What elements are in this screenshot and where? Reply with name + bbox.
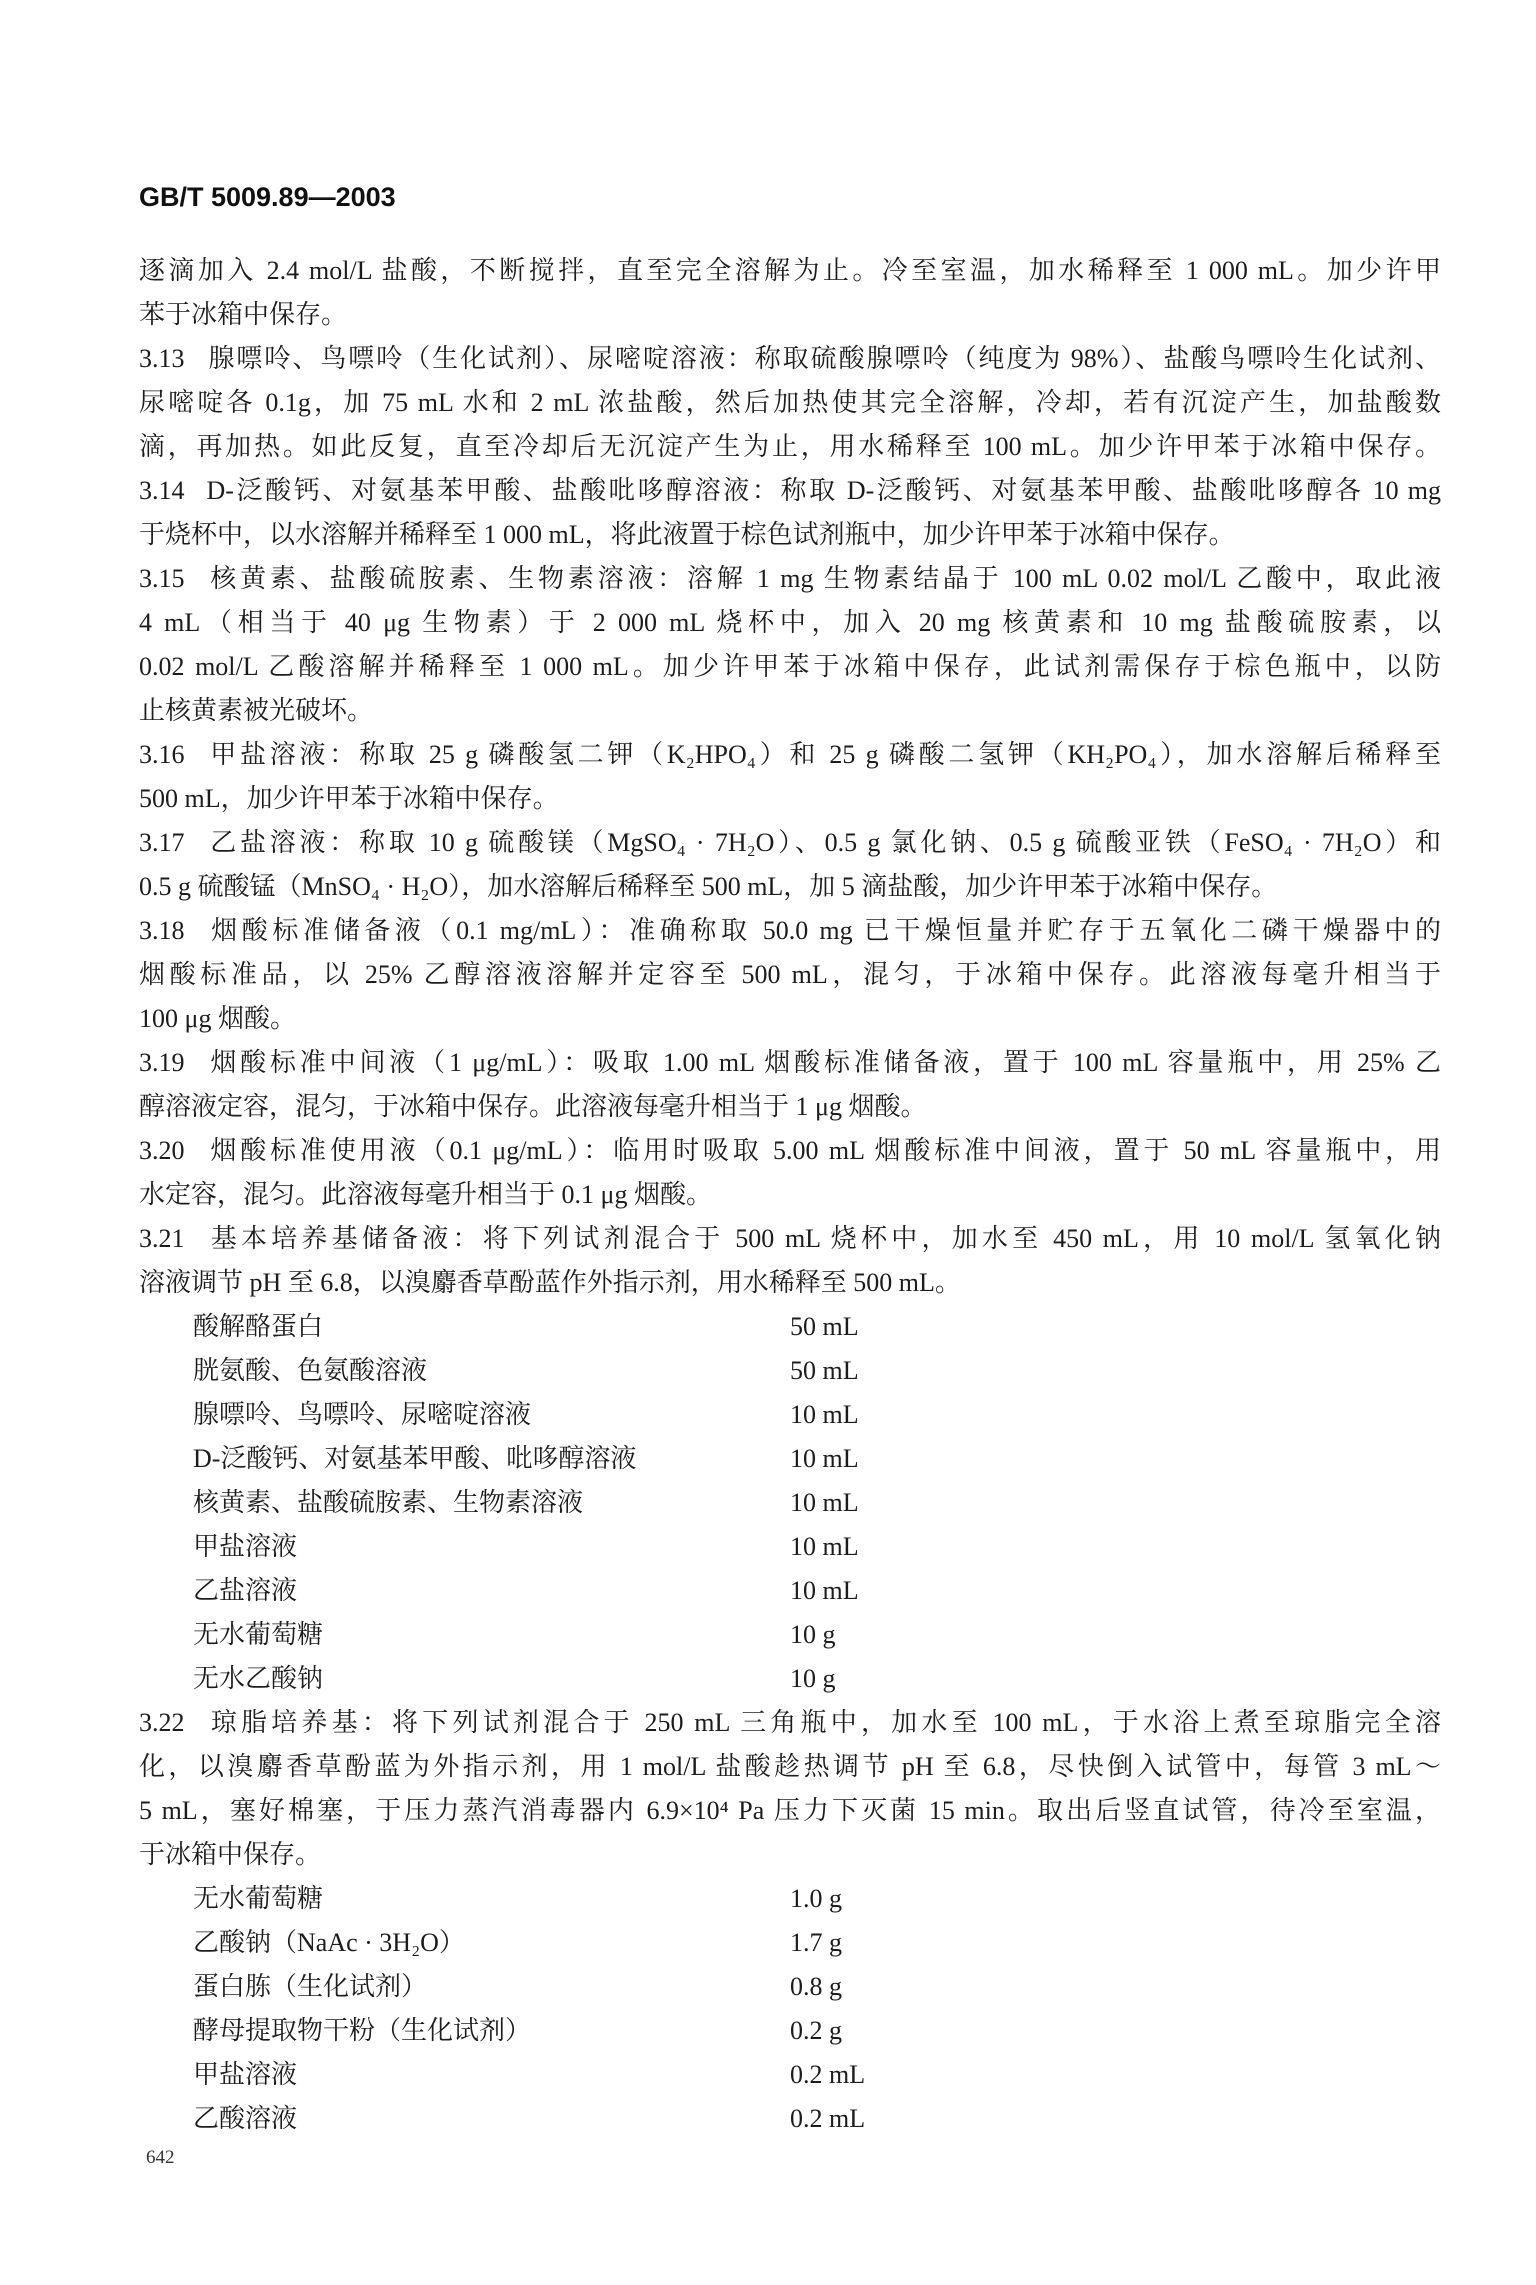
text-line: 0.5 g 硫酸锰（MnSO₄ · H₂O），加水溶解后稀释至 500 mL，加 5 滴盐酸，加少许甲苯于冰箱中保存。 — [139, 872, 1278, 901]
reagent-amount: 0.2 mL — [790, 2104, 866, 2133]
document-body — [139, 249, 1441, 2141]
reagent-name: 甲盐溶液 — [193, 1532, 298, 1561]
clause-number: 3.21 — [139, 1224, 185, 1253]
reagent-name: 酸解酪蛋白 — [193, 1312, 324, 1341]
text-line: 溶液调节 pH 至 6.8，以溴麝香草酚蓝作外指示剂，用水稀释至 500 mL。 — [139, 1268, 961, 1297]
reagent-amount: 0.8 g — [790, 1972, 842, 2001]
clause-text: 烟酸标准中间液（1 μg/mL）：吸取 1.00 mL 烟酸标准储备液，置于 100 mL 容量瓶中，用 25% 乙 — [206, 1048, 1441, 1077]
lead-paragraph — [139, 249, 1441, 337]
reagent-row — [139, 1613, 1441, 1657]
clause-text: 烟酸标准使用液（0.1 μg/mL）：临用时吸取 5.00 mL 烟酸标准中间液，置于 50 mL 容量瓶中，用 — [206, 1136, 1441, 1165]
reagent-name: 酵母提取物干粉（生化试剂） — [193, 2016, 532, 2045]
reagent-row — [139, 2053, 1441, 2097]
clause-3-15 — [139, 557, 1441, 733]
reagent-name: 无水乙酸钠 — [193, 1664, 324, 1693]
reagent-list — [139, 1877, 1441, 2141]
clause-number: 3.17 — [139, 828, 185, 857]
clause-heading-line — [139, 469, 1441, 513]
text-line: 化，以溴麝香草酚蓝为外指示剂，用 1 mol/L 盐酸趁热调节 pH 至 6.8，尽快倒入试管中，每管 3 mL～ — [139, 1752, 1441, 1781]
text-line: 止核黄素被光破坏。 — [139, 696, 374, 725]
clause-heading-line — [139, 821, 1441, 865]
reagent-row — [139, 1481, 1441, 1525]
reagent-amount: 10 mL — [790, 1532, 859, 1561]
clause-heading-line — [139, 337, 1441, 381]
clause-text: 基本培养基储备液：将下列试剂混合于 500 mL 烧杯中，加水至 450 mL，用 10 mol/L 氢氧化钠 — [206, 1224, 1441, 1253]
clause-3-19 — [139, 1041, 1441, 1129]
text-line: 烟酸标准品，以 25% 乙醇溶液溶解并定容至 500 mL，混匀，于冰箱中保存。此溶液每毫升相当于 — [139, 960, 1441, 989]
reagent-amount: 1.7 g — [790, 1928, 842, 1957]
reagent-name: 甲盐溶液 — [193, 2060, 298, 2089]
clause-text: D-泛酸钙、对氨基苯甲酸、盐酸吡哆醇溶液：称取 D-泛酸钙、对氨基苯甲酸、盐酸吡哆醇各 10 mg — [206, 476, 1441, 505]
clause-number: 3.19 — [139, 1048, 185, 1077]
reagent-row — [139, 1393, 1441, 1437]
reagent-amount: 10 mL — [790, 1444, 859, 1473]
reagent-row — [139, 1305, 1441, 1349]
clause-text: 核黄素、盐酸硫胺素、生物素溶液：溶解 1 mg 生物素结晶于 100 mL 0.02 mol/L 乙酸中，取此液 — [206, 564, 1441, 593]
clause-heading-line — [139, 1129, 1441, 1173]
clause-text: 琼脂培养基：将下列试剂混合于 250 mL 三角瓶中，加水至 100 mL，于水浴上煮至琼脂完全溶 — [206, 1708, 1441, 1737]
reagent-row — [139, 1921, 1441, 1965]
reagent-name: 胱氨酸、色氨酸溶液 — [193, 1356, 428, 1385]
text-line: 滴，再加热。如此反复，直至冷却后无沉淀产生为止，用水稀释至 100 mL。加少许甲苯于冰箱中保存。 — [139, 432, 1441, 461]
clause-number: 3.20 — [139, 1136, 185, 1165]
clause-3-13 — [139, 337, 1441, 469]
reagent-row — [139, 2009, 1441, 2053]
reagent-amount: 50 mL — [790, 1312, 859, 1341]
text-line: 5 mL，塞好棉塞，于压力蒸汽消毒器内 6.9×10⁴ Pa 压力下灭菌 15 min。取出后竖直试管，待冷至室温， — [139, 1796, 1441, 1825]
clause-heading-line — [139, 1701, 1441, 1745]
reagent-amount: 1.0 g — [790, 1884, 842, 1913]
clause-heading-line — [139, 1217, 1441, 1261]
clause-heading-line — [139, 557, 1441, 601]
clause-number: 3.15 — [139, 564, 185, 593]
text-line: 逐滴加入 2.4 mol/L 盐酸，不断搅拌，直至完全溶解为止。冷至室温，加水稀释至 1 000 mL。加少许甲 — [139, 256, 1441, 285]
reagent-name: 乙盐溶液 — [193, 1576, 298, 1605]
reagent-amount: 0.2 mL — [790, 2060, 866, 2089]
reagent-name: 腺嘌呤、鸟嘌呤、尿嘧啶溶液 — [193, 1400, 532, 1429]
clause-heading-line — [139, 1041, 1441, 1085]
reagent-name: 无水葡萄糖 — [193, 1620, 324, 1649]
reagent-amount: 10 mL — [790, 1576, 859, 1605]
clause-heading-line — [139, 909, 1441, 953]
reagent-row — [139, 1437, 1441, 1481]
reagent-amount: 10 g — [790, 1620, 836, 1649]
text-line: 500 mL，加少许甲苯于冰箱中保存。 — [139, 784, 559, 813]
reagent-list — [139, 1305, 1441, 1701]
text-line: 0.02 mol/L 乙酸溶解并稀释至 1 000 mL。加少许甲苯于冰箱中保存，此试剂需保存于棕色瓶中，以防 — [139, 652, 1441, 681]
text-line: 于烧杯中，以水溶解并稀释至 1 000 mL，将此液置于棕色试剂瓶中，加少许甲苯于冰箱中保存。 — [139, 520, 1235, 549]
clause-number: 3.16 — [139, 740, 185, 769]
standard-code: GB/T 5009.89—2003 — [139, 182, 396, 212]
text-line: 水定容，混匀。此溶液每毫升相当于 0.1 μg 烟酸。 — [139, 1180, 712, 1209]
reagent-name: D-泛酸钙、对氨基苯甲酸、吡哆醇溶液 — [193, 1444, 637, 1473]
clause-3-20 — [139, 1129, 1441, 1217]
page-number: 642 — [146, 2147, 175, 2168]
clause-heading-line — [139, 733, 1441, 777]
text-line: 4 mL（相当于 40 μg 生物素）于 2 000 mL 烧杯中，加入 20 mg 核黄素和 10 mg 盐酸硫胺素，以 — [139, 608, 1441, 637]
reagent-row — [139, 1965, 1441, 2009]
clause-number: 3.14 — [139, 476, 185, 505]
clause-text: 甲盐溶液：称取 25 g 磷酸氢二钾（K₂HPO₄）和 25 g 磷酸二氢钾（KH₂PO₄），加水溶解后稀释至 — [206, 740, 1441, 769]
clause-number: 3.13 — [139, 344, 185, 373]
text-line: 醇溶液定容，混匀，于冰箱中保存。此溶液每毫升相当于 1 μg 烟酸。 — [139, 1092, 927, 1121]
clause-number: 3.18 — [139, 916, 185, 945]
text-line: 苯于冰箱中保存。 — [139, 300, 348, 329]
clause-3-22 — [139, 1701, 1441, 2141]
reagent-row — [139, 1349, 1441, 1393]
clause-3-21 — [139, 1217, 1441, 1701]
reagent-row — [139, 1569, 1441, 1613]
reagent-amount: 10 mL — [790, 1400, 859, 1429]
reagent-row — [139, 1657, 1441, 1701]
reagent-row — [139, 1877, 1441, 1921]
reagent-name: 核黄素、盐酸硫胺素、生物素溶液 — [193, 1488, 584, 1517]
text-line: 尿嘧啶各 0.1g，加 75 mL 水和 2 mL 浓盐酸，然后加热使其完全溶解，冷却，若有沉淀产生，加盐酸数 — [139, 388, 1441, 417]
reagent-name: 无水葡萄糖 — [193, 1884, 324, 1913]
clause-3-17 — [139, 821, 1441, 909]
text-line: 100 μg 烟酸。 — [139, 1004, 296, 1033]
reagent-name: 乙酸溶液 — [193, 2104, 298, 2133]
reagent-row — [139, 2097, 1441, 2141]
clause-text: 腺嘌呤、鸟嘌呤（生化试剂）、尿嘧啶溶液：称取硫酸腺嘌呤（纯度为 98%）、盐酸鸟嘌呤生化试剂、 — [206, 344, 1441, 373]
clause-text: 烟酸标准储备液（0.1 mg/mL）：准确称取 50.0 mg 已干燥恒量并贮存于五氧化二磷干燥器中的 — [206, 916, 1441, 945]
reagent-amount: 10 g — [790, 1664, 836, 1693]
clause-number: 3.22 — [139, 1708, 185, 1737]
reagent-name: 蛋白胨（生化试剂） — [193, 1972, 428, 2001]
text-line: 于冰箱中保存。 — [139, 1840, 322, 1869]
reagent-amount: 50 mL — [790, 1356, 859, 1385]
clause-3-14 — [139, 469, 1441, 557]
reagent-row — [139, 1525, 1441, 1569]
clause-text: 乙盐溶液：称取 10 g 硫酸镁（MgSO₄ · 7H₂O）、0.5 g 氯化钠、0.5 g 硫酸亚铁（FeSO₄ · 7H₂O）和 — [206, 828, 1441, 857]
clause-3-16 — [139, 733, 1441, 821]
reagent-amount: 0.2 g — [790, 2016, 842, 2045]
clause-3-18 — [139, 909, 1441, 1041]
reagent-amount: 10 mL — [790, 1488, 859, 1517]
reagent-name: 乙酸钠（NaAc · 3H₂O） — [193, 1928, 465, 1957]
